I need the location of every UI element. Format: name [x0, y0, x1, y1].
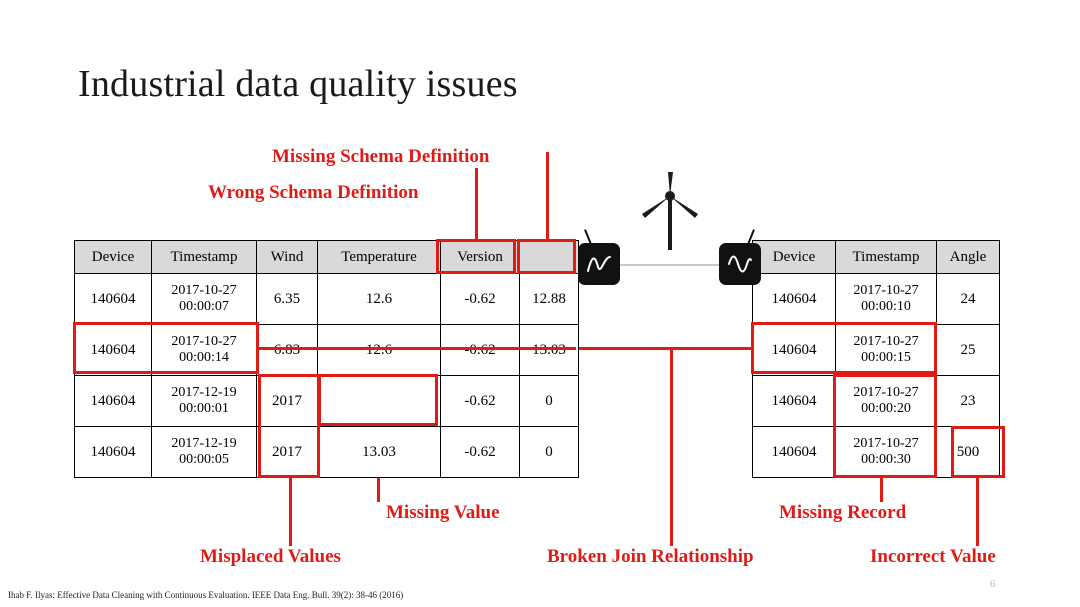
- leader-line-misplaced-values: [289, 478, 292, 546]
- table-row: [753, 325, 1000, 376]
- cell-temperature: 12.6: [318, 274, 441, 325]
- cell-angle-incorrect: 500: [937, 427, 1000, 478]
- cell-version: -0.62: [441, 274, 520, 325]
- table-header-row: [753, 241, 1000, 274]
- timestamp-date: 2017-10-27: [853, 283, 919, 299]
- leader-line-broken-join-vertical: [670, 348, 673, 546]
- cell-device: 140604: [753, 325, 836, 376]
- cell-device: 140604: [75, 376, 152, 427]
- annotation-misplaced-values: Misplaced Values: [200, 546, 341, 567]
- cell-wind: 2017: [257, 427, 318, 478]
- table-row: [75, 325, 579, 376]
- timestamp-time: 00:00:30: [861, 452, 911, 467]
- cell-wind: 2017: [257, 376, 318, 427]
- cell-device: 140604: [753, 274, 836, 325]
- cell-device: 140604: [75, 274, 152, 325]
- cell-unnamed: 0: [520, 376, 579, 427]
- annotation-broken-join-relationship: Broken Join Relationship: [547, 546, 754, 567]
- timestamp-time: 00:00:20: [861, 401, 911, 416]
- slide-number: 6: [990, 578, 996, 590]
- cell-angle: 24: [937, 274, 1000, 325]
- column-header-wind: Wind: [257, 241, 318, 274]
- page-title: Industrial data quality issues: [78, 63, 518, 105]
- timestamp-date: 2017-10-27: [853, 334, 919, 350]
- table-row: [753, 274, 1000, 325]
- cell-timestamp: [152, 376, 257, 427]
- timestamp-date: 2017-10-27: [171, 283, 237, 299]
- cell-timestamp: [836, 325, 937, 376]
- column-header-timestamp: Timestamp: [836, 241, 937, 274]
- sensor-device-right-icon: [719, 243, 761, 285]
- wind-signal-icon: [586, 253, 612, 275]
- timestamp-date: 2017-10-27: [853, 436, 919, 452]
- table-row: [75, 427, 579, 478]
- column-header-timestamp: Timestamp: [152, 241, 257, 274]
- cell-device: 140604: [75, 427, 152, 478]
- cell-temperature: 13.03: [318, 427, 441, 478]
- column-header-device: Device: [75, 241, 152, 274]
- wind-turbine-icon: [628, 170, 712, 250]
- timestamp-time: 00:00:10: [861, 299, 911, 314]
- timestamp-time: 00:00:14: [179, 350, 229, 365]
- device-glyph: [578, 243, 620, 285]
- leader-line-incorrect-value: [976, 478, 979, 546]
- cell-temperature-empty: [318, 376, 441, 427]
- table-row: [75, 274, 579, 325]
- annotation-missing-record: Missing Record: [779, 502, 907, 523]
- device-link-line: [620, 264, 720, 266]
- column-header-device: Device: [753, 241, 836, 274]
- timestamp-date: 2017-12-19: [171, 385, 237, 401]
- leader-line-missing-schema: [475, 168, 478, 240]
- timestamp-date: 2017-12-19: [171, 436, 237, 452]
- cell-timestamp: [836, 427, 937, 478]
- waveform-icon: [727, 253, 753, 275]
- cell-timestamp: [836, 274, 937, 325]
- annotation-missing-value: Missing Value: [386, 502, 500, 523]
- left-data-table: [74, 240, 579, 478]
- device-glyph: [719, 243, 761, 285]
- timestamp-time: 00:00:15: [861, 350, 911, 365]
- leader-line-missing-record: [880, 478, 883, 502]
- cell-device: 140604: [75, 325, 152, 376]
- cell-timestamp: [152, 274, 257, 325]
- cell-version: -0.62: [441, 376, 520, 427]
- cell-unnamed: 12.88: [520, 274, 579, 325]
- cell-angle: 25: [937, 325, 1000, 376]
- timestamp-date: 2017-10-27: [853, 385, 919, 401]
- column-header-version: Version: [441, 241, 520, 274]
- cell-unnamed: 0: [520, 427, 579, 478]
- cell-timestamp: [152, 427, 257, 478]
- cell-unnamed: [520, 325, 579, 376]
- cell-temperature: [318, 325, 441, 376]
- column-header-angle: Angle: [937, 241, 1000, 274]
- timestamp-time: 00:00:07: [179, 299, 229, 314]
- table-row: [753, 376, 1000, 427]
- timestamp-time: 00:00:05: [179, 452, 229, 467]
- leader-line-wrong-schema: [546, 152, 549, 240]
- cell-timestamp: [836, 376, 937, 427]
- cell-wind: 6.35: [257, 274, 318, 325]
- annotation-incorrect-value: Incorrect Value: [870, 546, 996, 567]
- cell-angle: 23: [937, 376, 1000, 427]
- timestamp-time: 00:00:01: [179, 401, 229, 416]
- cell-device: 140604: [753, 376, 836, 427]
- sensor-device-left-icon: [578, 243, 620, 285]
- table-row: [753, 427, 1000, 478]
- column-header-temperature: Temperature: [318, 241, 441, 274]
- cell-device: 140604: [753, 427, 836, 478]
- cell-version: -0.62: [441, 427, 520, 478]
- table-row: [75, 376, 579, 427]
- strikethrough-left-row-2: [258, 347, 576, 350]
- cell-wind: [257, 325, 318, 376]
- footer-citation: Ihab F. Ilyas: Effective Data Cleaning with Continuous Evaluation. IEEE Data Eng. Bull. 39(2): 38-46 (2016): [8, 590, 404, 600]
- annotation-wrong-schema-definition: Wrong Schema Definition: [208, 182, 419, 203]
- right-data-table: [752, 240, 1000, 478]
- cell-timestamp: [152, 325, 257, 376]
- cell-version: [441, 325, 520, 376]
- timestamp-date: 2017-10-27: [171, 334, 237, 350]
- annotation-missing-schema-definition: Missing Schema Definition: [272, 146, 490, 167]
- column-header-unnamed: [520, 241, 579, 274]
- table-header-row: [75, 241, 579, 274]
